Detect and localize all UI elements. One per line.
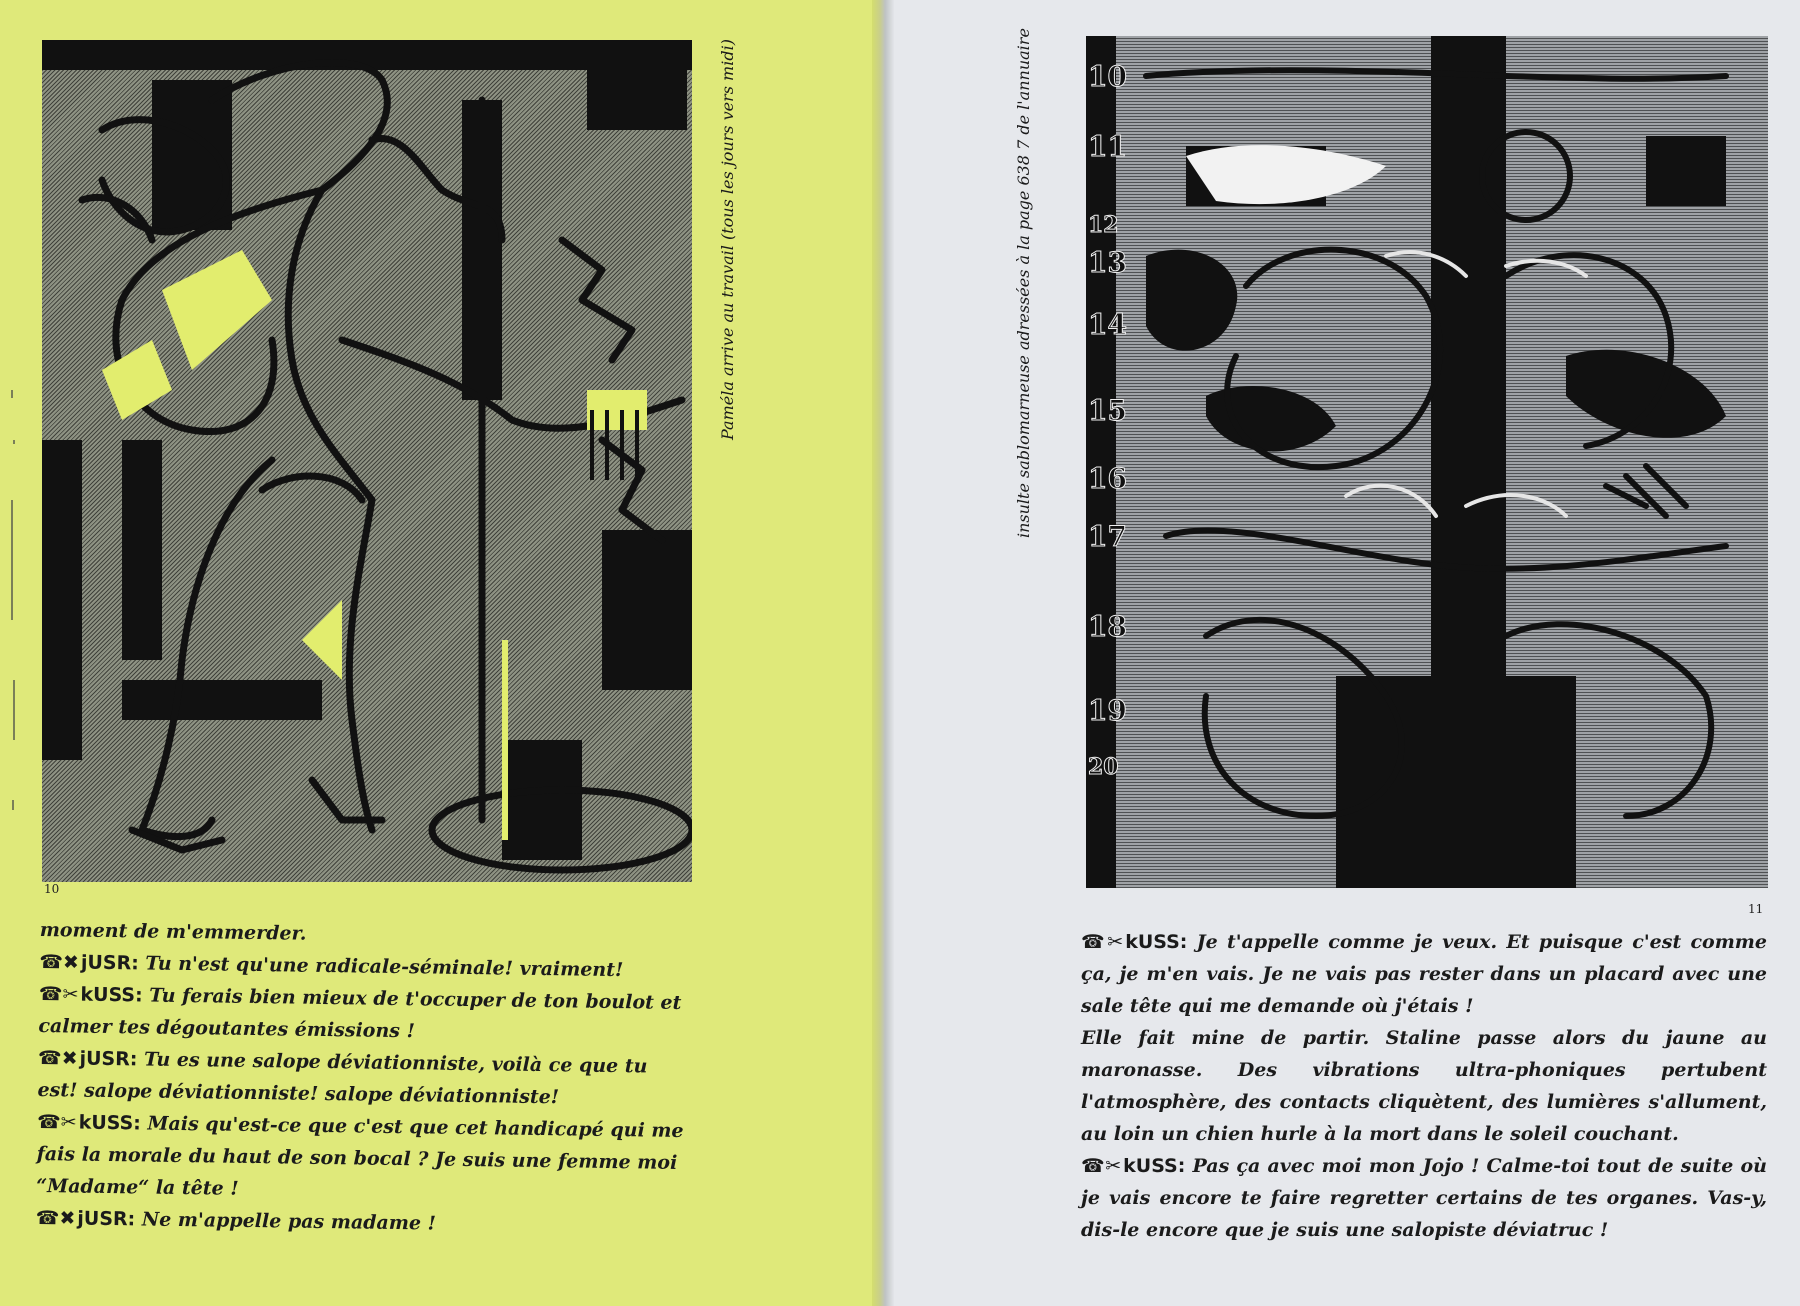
dialogue-line [37, 1042, 688, 1115]
speaker-label: kUSS: [80, 983, 143, 1007]
book-gutter [872, 0, 894, 1306]
calendar-number-12: 12 [1088, 212, 1119, 238]
phone-scissors-icon: ☎✂ [1081, 1155, 1122, 1177]
calendar-number-15: 15 [1088, 394, 1127, 427]
line-text: moment de m'emmerder. [39, 918, 307, 945]
phone-cross-icon: ☎✖ [39, 950, 80, 974]
dialogue-line [36, 1106, 687, 1211]
speaker-label: kUSS: [78, 1111, 142, 1135]
line-text: Pas ça avec moi mon Jojo ! Calme-toi tout de suite où je vais encore te faire regretter certains de tes organes. Vas-y, dis-le encore que je suis une salopiste déviatruc ! [1081, 1155, 1767, 1241]
narration-line [1081, 1022, 1767, 1150]
dialogue-line [1081, 926, 1767, 1022]
line-text: Je t'appelle comme je veux. Et puisque c'est comme ça, je m'en vais. Je ne vais pas rester dans un placard avec une sale tête qui me demande où j'étais ! [1081, 931, 1768, 1017]
margin-ink-marks [4, 380, 24, 860]
phone-cross-icon: ☎✖ [37, 1046, 78, 1070]
calendar-number-13: 13 [1088, 246, 1127, 279]
speaker-label: jUSR: [77, 1207, 136, 1231]
line-text: Tu ferais bien mieux de t'occuper de ton boulot et calmer tes dégoutantes émissions ! [38, 984, 682, 1043]
calendar-number-10: 10 [1088, 60, 1127, 93]
left-vertical-caption: Paméla arrive au travail (tous les jours vers midi) [718, 39, 737, 440]
phone-scissors-icon: ☎✂ [1081, 931, 1124, 953]
calendar-number-20: 20 [1088, 754, 1119, 780]
speaker-label: jUSR: [79, 1047, 138, 1071]
left-page-number: 10 [44, 882, 60, 896]
dialogue-line [1081, 1150, 1767, 1246]
right-dialogue-text [1081, 926, 1767, 1246]
line-text: Elle fait mine de partir. Staline passe alors du jaune au maronasse. Des vibrations ultra-phoniques pertubent l'atmosphère, des contacts cliquètent, des lumières s'allument, au loin un chien hurle à la mort dans le soleil couchant. [1081, 1027, 1767, 1145]
right-vertical-caption: insulte sablomarneuse adressées à la page 638 7 de l'annuaire [1014, 28, 1033, 538]
right-illustration [1086, 36, 1768, 888]
phone-cross-icon: ☎✖ [35, 1206, 76, 1230]
calendar-number-14: 14 [1088, 308, 1127, 341]
dialogue-line [38, 978, 689, 1051]
line-text: Tu n'est qu'une radicale-séminale! vraiment! [138, 952, 624, 982]
calendar-number-19: 19 [1088, 694, 1127, 727]
calendar-number-18: 18 [1088, 610, 1127, 643]
calendar-number-16: 16 [1088, 462, 1127, 495]
phone-scissors-icon: ☎✂ [38, 982, 79, 1006]
speaker-label: kUSS: [1123, 1155, 1186, 1177]
phone-scissors-icon: ☎✂ [36, 1110, 77, 1134]
speaker-label: kUSS: [1125, 931, 1188, 953]
line-text: Mais qu'est-ce que c'est que cet handicapé qui me fais la morale du haut de son bocal ? Je suis une femme moi “Madame“ la tête ! [36, 1112, 684, 1200]
speaker-label: jUSR: [80, 951, 139, 975]
left-illustration [42, 40, 692, 882]
line-text: Ne m'appelle pas madame ! [135, 1208, 437, 1235]
line-text: Tu es une salope déviationniste, voilà ce que tu est! salope déviationniste! salope déviationniste! [37, 1048, 648, 1109]
right-page-number: 11 [1748, 902, 1764, 916]
calendar-number-17: 17 [1088, 520, 1127, 553]
calendar-number-11: 11 [1088, 130, 1127, 163]
left-dialogue-text [36, 914, 690, 1243]
